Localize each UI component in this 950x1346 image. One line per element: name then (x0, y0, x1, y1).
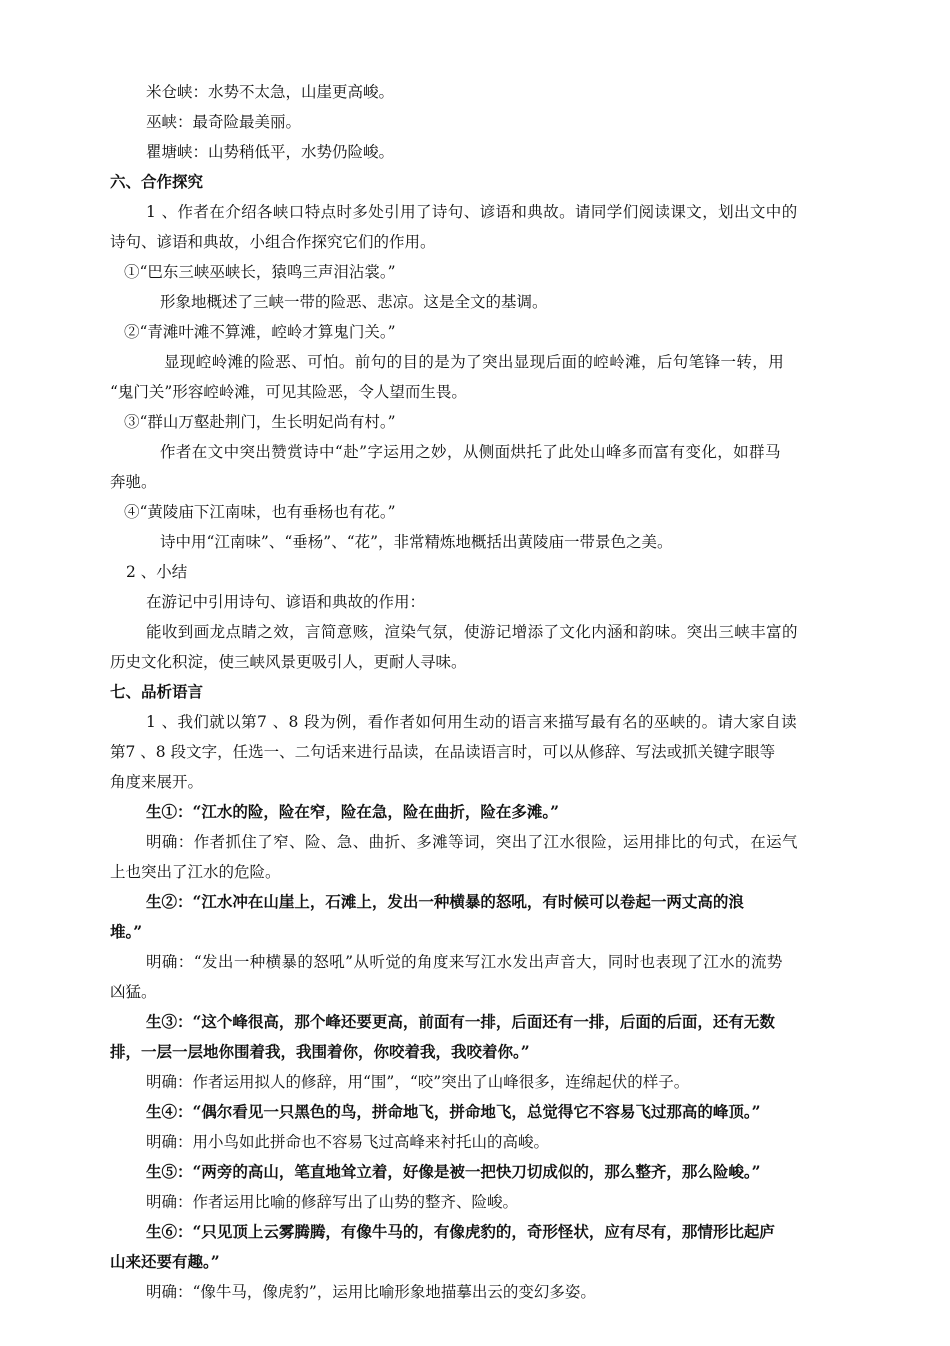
text-line: 能收到画龙点睛之效，言简意赅，渲染气氛，使游记增添了文化内涵和韵味。突出三峡丰富的 (146, 623, 798, 641)
section-heading: 七、品析语言 (110, 682, 204, 701)
student-quote: 生④：“偶尔看见一只黑色的鸟，拼命地飞，拼命地飞，总觉得它不容易飞过那高的峰顶。” (146, 1102, 761, 1121)
text-line: 历史文化积淀，使三峡风景更吸引人，更耐人寻味。 (110, 653, 467, 671)
text-line: 明确：用小鸟如此拼命也不容易飞过高峰来衬托山的高峻。 (146, 1133, 550, 1151)
student-quote: 生⑤：“两旁的高山，笔直地耸立着，好像是被一把快刀切成似的，那么整齐，那么险峻。” (146, 1162, 761, 1181)
text-line: ④“黄陵庙下江南味，也有垂杨也有花。” (124, 503, 396, 521)
text-line: 1 、我们就以第7 、8 段为例，看作者如何用生动的语言来描写最有名的巫峡的。请大家自读 (146, 713, 797, 731)
text-line: 奔驰。 (110, 473, 157, 491)
text-line: 明确：作者抓住了窄、险、急、曲折、多滩等词，突出了江水很险，运用排比的句式，在运气 (146, 833, 798, 851)
text-line: 明确：作者运用拟人的修辞，用“围”，“咬”突出了山峰很多，连绵起伏的样子。 (146, 1073, 690, 1091)
student-quote: 生②：“江水冲在山崖上，石滩上，发出一种横暴的怒吼，有时候可以卷起一两丈高的浪 (146, 892, 744, 911)
text-line: 巫峡：最奇险最美丽。 (146, 113, 302, 131)
text-line: 在游记中引用诗句、谚语和典故的作用： (146, 593, 426, 611)
student-quote: 生③：“这个峰很高，那个峰还要更高，前面有一排，后面还有一排，后面的后面，还有无数 (146, 1012, 775, 1031)
text-line: 明确：“发出一种横暴的怒吼”从听觉的角度来写江水发出声音大，同时也表现了江水的流势 (146, 953, 783, 971)
text-line: 明确：作者运用比喻的修辞写出了山势的整齐、险峻。 (146, 1193, 519, 1211)
student-quote: 堆。” (110, 922, 143, 941)
text-line: 米仓峡：水势不太急，山崖更高峻。 (146, 83, 395, 101)
text-line: 形象地概述了三峡一带的险恶、悲凉。这是全文的基调。 (160, 293, 548, 311)
text-line: ②“青滩叶滩不算滩，崆岭才算鬼门关。” (124, 323, 396, 341)
text-line: ①“巴东三峡巫峡长，猿鸣三声泪沾裳。” (124, 263, 396, 281)
text-line: 明确：“像牛马，像虎豹”，运用比喻形象地描摹出云的变幻多姿。 (146, 1283, 596, 1301)
text-line: 凶猛。 (110, 983, 157, 1001)
text-line: 角度来展开。 (110, 773, 204, 791)
text-line: ③“群山万壑赴荆门，生长明妃尚有村。” (124, 413, 396, 431)
text-line: 1 、作者在介绍各峡口特点时多处引用了诗句、谚语和典故。请同学们阅读课文，划出文中的 (146, 203, 798, 221)
text-line: 诗中用“江南味”、“垂杨”、“花”，非常精炼地概括出黄陵庙一带景色之美。 (160, 533, 673, 551)
section-heading: 六、合作探究 (110, 172, 204, 191)
student-quote: 排，一层一层地你围着我，我围着你，你咬着我，我咬着你。” (110, 1042, 530, 1061)
student-quote: 生①：“江水的险，险在窄，险在急，险在曲折，险在多滩。” (146, 802, 560, 821)
text-line: 作者在文中突出赞赏诗中“赴”字运用之妙，从侧面烘托了此处山峰多而富有变化，如群马 (160, 443, 781, 461)
student-quote: 山来还要有趣。” (110, 1252, 220, 1271)
text-line: 瞿塘峡：山势稍低平，水势仍险峻。 (146, 143, 395, 161)
text-line: 显现崆岭滩的险恶、可怕。前句的目的是为了突出显现后面的崆岭滩，后句笔锋一转，用 (164, 353, 785, 371)
text-line: 第7 、8 段文字，任选一、二句话来进行品读，在品读语言时，可以从修辞、写法或抓关键字眼等 (110, 743, 776, 761)
text-line: 诗句、谚语和典故，小组合作探究它们的作用。 (110, 233, 436, 251)
text-line: 上也突出了江水的危险。 (110, 863, 281, 881)
student-quote: 生⑥：“只见顶上云雾腾腾，有像牛马的，有像虎豹的，奇形怪状，应有尽有，那情形比起庐 (146, 1222, 775, 1241)
text-line: 2 、小结 (126, 563, 188, 581)
text-line: “鬼门关”形容崆岭滩，可见其险恶，令人望而生畏。 (110, 383, 467, 401)
